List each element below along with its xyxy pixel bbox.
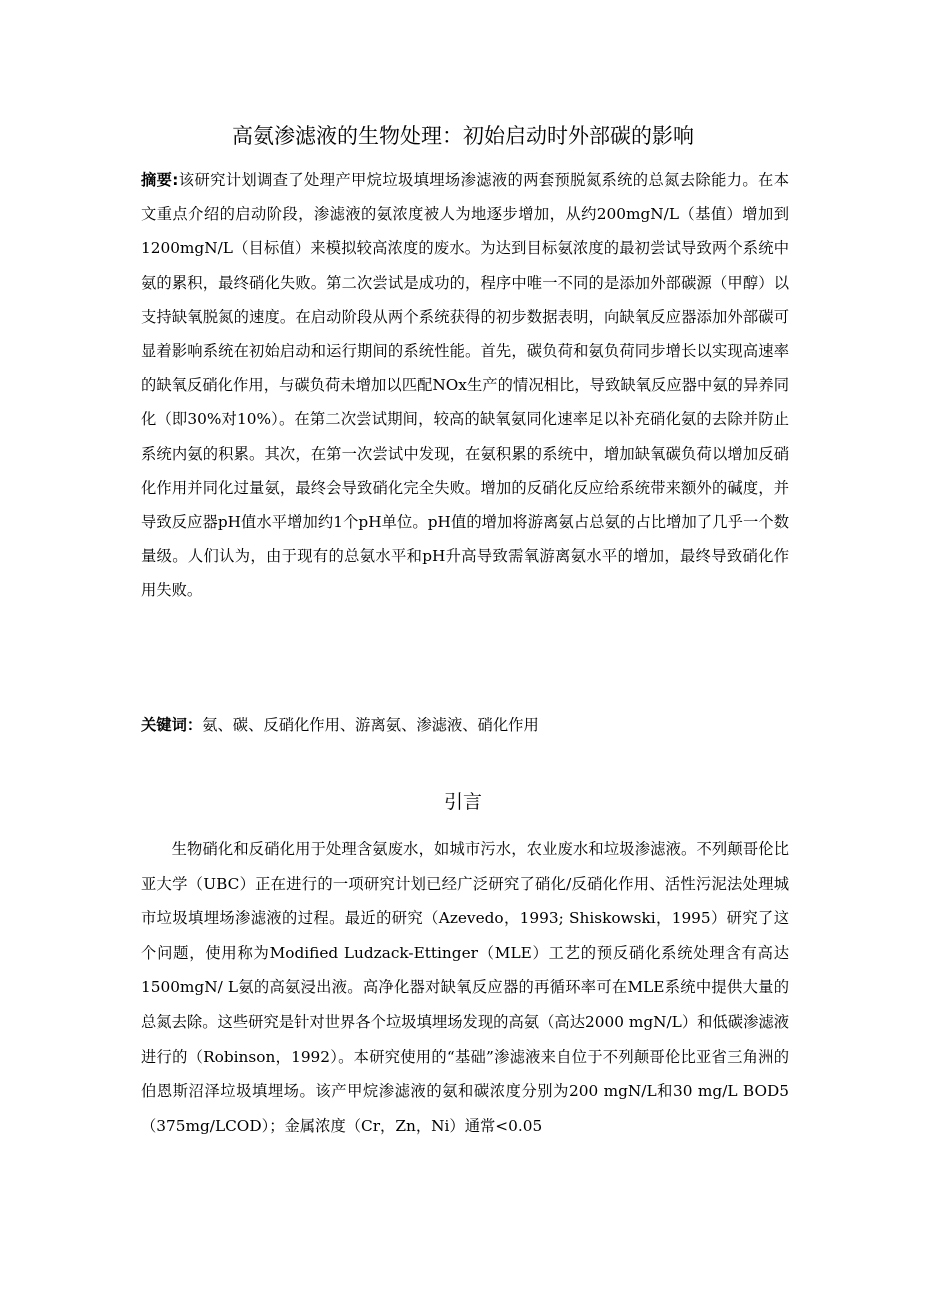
abstract-text: 该研究计划调查了处理产甲烷垃圾填埋场渗滤液的两套预脱氮系统的总氮去除能力。在本文重点介绍的启动阶段，渗滤液的氨浓度被人为地逐步增加，从约200mgN/L（基值）增加到1200mgN/L（目标值）来模拟较高浓度的废水。为达到目标氨浓度的最初尝试导致两个系统中氨的累积，最终硝化失败。第二次尝试是成功的，程序中唯一不同的是添加外部碳源（甲醇）以支持缺氧脱氮的速度。在启动阶段从两个系统获得的初步数据表明，向缺氧反应器添加外部碳可显着影响系统在初始启动和运行期间的系统性能。首先，碳负荷和氨负荷同步增长以实现高速率的缺氧反硝化作用，与碳负荷未增加以匹配NOx生产的情况相比，导致缺氧反应器中氨的异养同化（即30%对10%）。在第二次尝试期间，较高的缺氧氨同化速率足以补充硝化氨的去除并防止系统内氨的积累。其次，在第一次尝试中发现，在氨积累的系统中，增加缺氧碳负荷以增加反硝化作用并同化过量氨，最终会导致硝化完全失败。增加的反硝化反应给系统带来额外的碱度，并导致反应器pH值水平增加约1个pH单位。pH值的增加将游离氨占总氨的占比增加了几乎一个数量级。人们认为，由于现有的总氨水平和pH升高导致需氧游离氨水平的增加，最终导致硝化作用失败。 — [141, 171, 789, 600]
introduction-paragraph: 生物硝化和反硝化用于处理含氨废水，如城市污水，农业废水和垃圾渗滤液。不列颠哥伦比亚大学（UBC）正在进行的一项研究计划已经广泛研究了硝化/反硝化作用、活性污泥法处理城市垃圾填埋场渗滤液的过程。最近的研究（Azevedo，1993; Shiskowski，1995）研究了这个问题，使用称为Modified Ludzack-Ettinger（MLE）工艺的预反硝化系统处理含有高达1500mgN/ L氨的高氨浸出液。高净化器对缺氧反应器的再循环率可在MLE系统中提供大量的总氮去除。这些研究是针对世界各个垃圾填埋场发现的高氨（高达2000 mgN/L）和低碳渗滤液进行的（Robinson，1992）。本研究使用的“基础”渗滤液来自位于不列颠哥伦比亚省三角洲的伯恩斯沼泽垃圾填埋场。该产甲烷渗滤液的氨和碳浓度分别为200 mgN/L和30 mg/L BOD5（375mg/LCOD）；金属浓度（Cr，Zn，Ni）通常<0.05 — [141, 840, 789, 1135]
keywords-text: 氨、碳、反硝化作用、游离氨、渗滤液、硝化作用 — [202, 716, 539, 734]
abstract-label: 摘要: — [141, 171, 179, 189]
abstract-paragraph — [141, 163, 789, 608]
section-heading-introduction: 引言 — [443, 791, 482, 813]
keywords-label: 关键词： — [141, 716, 203, 734]
keywords-paragraph — [141, 710, 789, 740]
document-title: 高氨渗滤液的生物处理：初始启动时外部碳的影响 — [232, 124, 694, 148]
